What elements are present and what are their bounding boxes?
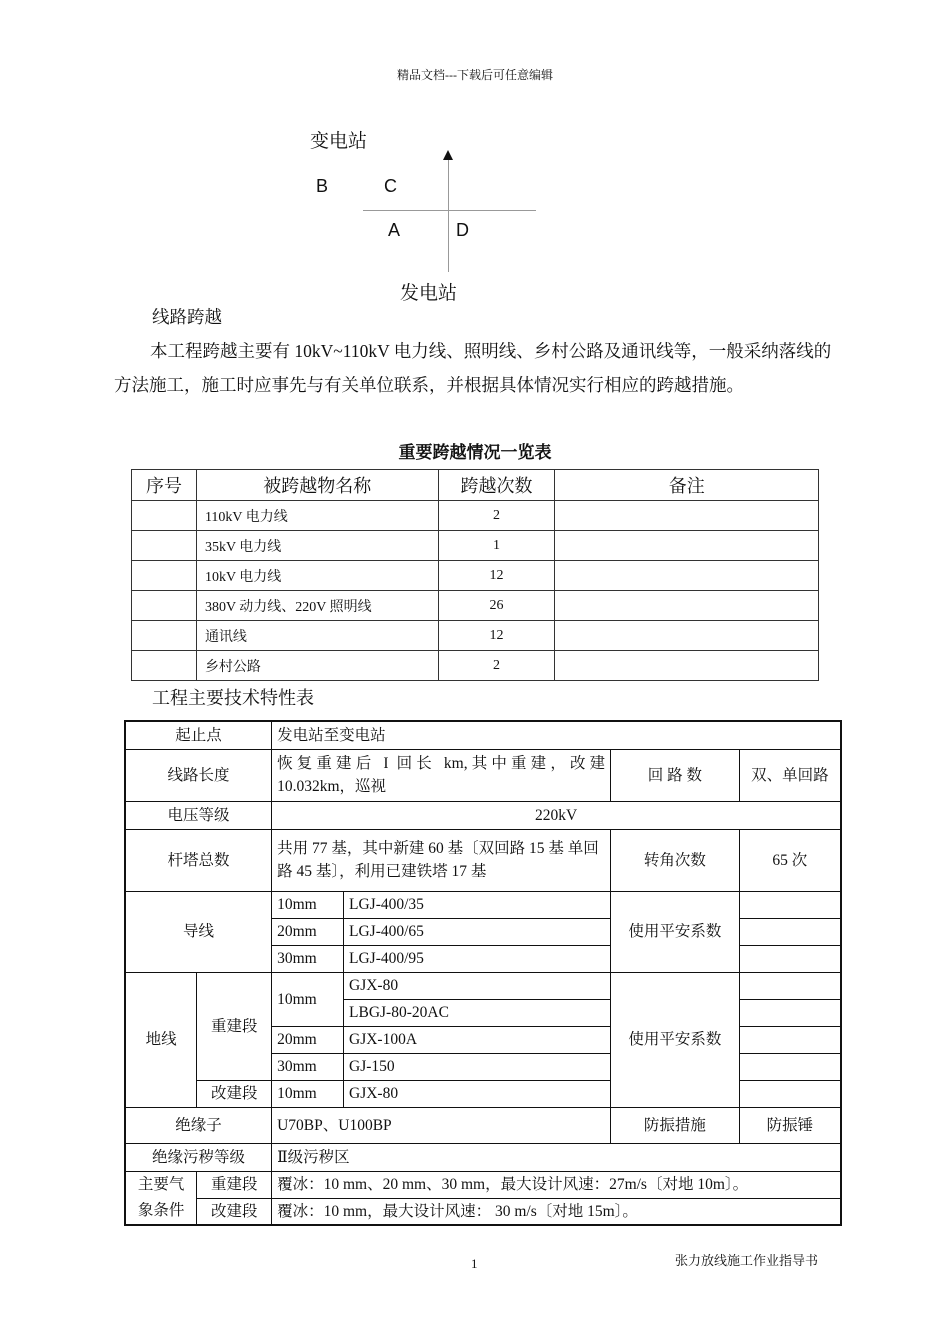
ground-ice: 30mm — [272, 1053, 344, 1080]
turn-label: 转角次数 — [611, 829, 740, 891]
insulator-value: U70BP、U100BP — [272, 1107, 611, 1143]
cell-name: 通讯线 — [196, 621, 438, 651]
row-ground — [125, 972, 841, 999]
cell-count: 12 — [438, 621, 555, 651]
header-count: 跨越次数 — [438, 470, 555, 501]
vib-label: 防振措施 — [611, 1107, 740, 1143]
cell-name: 乡村公路 — [196, 651, 438, 681]
row-weather — [125, 1198, 841, 1225]
row-length — [125, 749, 841, 801]
cell-note — [555, 651, 819, 681]
table-row — [132, 621, 819, 651]
section-heading: 线路跨越 — [152, 307, 222, 327]
cell-no — [132, 621, 197, 651]
conductor-safety-value — [739, 918, 841, 945]
diagram-vertical-axis — [448, 160, 449, 272]
cell-count: 1 — [438, 531, 555, 561]
weather-rebuild-value: 覆冰：10 mm、20 mm、30 mm，最大设计风速：27m/s〔对地 10m〕。 — [272, 1171, 841, 1198]
ground-ice: 20mm — [272, 1026, 344, 1053]
table-row — [132, 651, 819, 681]
ground-type: GJ-150 — [344, 1053, 611, 1080]
conductor-type: LGJ-400/35 — [344, 891, 611, 918]
towers-label: 杆塔总数 — [125, 829, 272, 891]
arrow-up-icon — [443, 150, 453, 160]
diagram-letter-c: C — [384, 176, 397, 196]
weather-label: 主要气象条件 — [125, 1171, 197, 1225]
conductor-type: LGJ-400/65 — [344, 918, 611, 945]
cell-note — [555, 531, 819, 561]
turn-value: 65 次 — [739, 829, 841, 891]
cell-count: 26 — [438, 591, 555, 621]
weather-rebuild-label: 重建段 — [197, 1171, 272, 1198]
cell-no — [132, 501, 197, 531]
cell-count: 2 — [438, 501, 555, 531]
row-start-end — [125, 721, 841, 749]
ground-safety-value — [739, 1053, 841, 1080]
row-voltage — [125, 801, 841, 829]
crossing-table — [131, 469, 819, 681]
cell-count: 2 — [438, 651, 555, 681]
diagram-letter-d: D — [456, 220, 469, 240]
ground-type: GJX-80 — [344, 972, 611, 999]
conductor-safety-label: 使用平安系数 — [611, 891, 740, 972]
cell-no — [132, 591, 197, 621]
row-insulator — [125, 1107, 841, 1143]
row-pollution — [125, 1143, 841, 1171]
cell-no — [132, 561, 197, 591]
ground-ice: 10mm — [272, 1080, 344, 1107]
header-note: 备注 — [555, 470, 819, 501]
table-row — [132, 591, 819, 621]
ground-safety-value — [739, 999, 841, 1026]
loop-value: 双、单回路 — [739, 749, 841, 801]
row-weather — [125, 1171, 841, 1198]
ground-modify-label: 改建段 — [197, 1080, 272, 1107]
cell-note — [555, 561, 819, 591]
ground-ice: 10mm — [272, 972, 344, 1026]
diagram-horizontal-axis — [363, 210, 536, 211]
diagram-top-label: 变电站 — [310, 130, 368, 152]
conductor-ice: 30mm — [272, 945, 344, 972]
cell-no — [132, 531, 197, 561]
tech-table-title: 工程主要技术特性表 — [152, 688, 314, 709]
row-conductor — [125, 891, 841, 918]
voltage-value: 220kV — [272, 801, 841, 829]
cell-note — [555, 591, 819, 621]
tech-table — [124, 720, 842, 1226]
ground-type: GJX-100A — [344, 1026, 611, 1053]
length-value: 恢复重建后 I 回长 km,其中重建，改建 10.032km，巡视 — [272, 749, 611, 801]
weather-modify-value: 覆冰：10 mm，最大设计风速： 30 m/s〔对地 15m〕。 — [272, 1198, 841, 1225]
conductor-ice: 10mm — [272, 891, 344, 918]
ground-label: 地线 — [125, 972, 197, 1107]
cell-no — [132, 651, 197, 681]
start-end-label: 起止点 — [125, 721, 272, 749]
row-towers — [125, 829, 841, 891]
diagram-letter-a: A — [388, 220, 401, 240]
insulator-label: 绝缘子 — [125, 1107, 272, 1143]
conductor-safety-value — [739, 891, 841, 918]
header-no: 序号 — [132, 470, 197, 501]
pollution-label: 绝缘污秽等级 — [125, 1143, 272, 1171]
page-number: 1 — [471, 1256, 478, 1271]
conductor-label: 导线 — [125, 891, 272, 972]
ground-safety-value — [739, 1026, 841, 1053]
ground-safety-value — [739, 972, 841, 999]
cell-name: 10kV 电力线 — [196, 561, 438, 591]
voltage-label: 电压等级 — [125, 801, 272, 829]
towers-value: 共用 77 基，其中新建 60 基〔双回路 15 基 单回路 45 基〕，利用已建铁塔 17 基 — [272, 829, 611, 891]
weather-modify-label: 改建段 — [197, 1198, 272, 1225]
ground-safety-value — [739, 1080, 841, 1107]
cell-note — [555, 621, 819, 651]
cell-name: 35kV 电力线 — [196, 531, 438, 561]
header-name: 被跨越物名称 — [196, 470, 438, 501]
crossing-table-title: 重要跨越情况一览表 — [398, 443, 552, 463]
conductor-ice: 20mm — [272, 918, 344, 945]
cell-note — [555, 501, 819, 531]
ground-type: GJX-80 — [344, 1080, 611, 1107]
footer-doc-title: 张力放线施工作业指导书 — [675, 1253, 819, 1268]
table-row — [132, 531, 819, 561]
length-label: 线路长度 — [125, 749, 272, 801]
table-header-row — [132, 470, 819, 501]
loop-label: 回 路 数 — [611, 749, 740, 801]
cell-name: 380V 动力线、220V 照明线 — [196, 591, 438, 621]
pollution-value: Ⅱ级污秽区 — [272, 1143, 841, 1171]
diagram-bottom-label: 发电站 — [400, 282, 458, 304]
cell-count: 12 — [438, 561, 555, 591]
section-paragraph: 本工程跨越主要有 10kV~110kV 电力线、照明线、乡村公路及通讯线等，一般采纳落线的方法施工，施工时应事先与有关单位联系，并根据具体情况实行相应的跨越措施。 — [114, 341, 832, 395]
cell-name: 110kV 电力线 — [196, 501, 438, 531]
table-row — [132, 561, 819, 591]
diagram-letter-b: B — [316, 176, 329, 196]
ground-safety-label: 使用平安系数 — [611, 972, 740, 1107]
vib-value: 防振锤 — [739, 1107, 841, 1143]
conductor-safety-value — [739, 945, 841, 972]
start-end-value: 发电站至变电站 — [272, 721, 841, 749]
conductor-type: LGJ-400/95 — [344, 945, 611, 972]
ground-type: LBGJ-80-20AC — [344, 999, 611, 1026]
page-header: 精品文档---下载后可任意编辑 — [397, 68, 553, 82]
ground-rebuild-label: 重建段 — [197, 972, 272, 1080]
table-row — [132, 501, 819, 531]
